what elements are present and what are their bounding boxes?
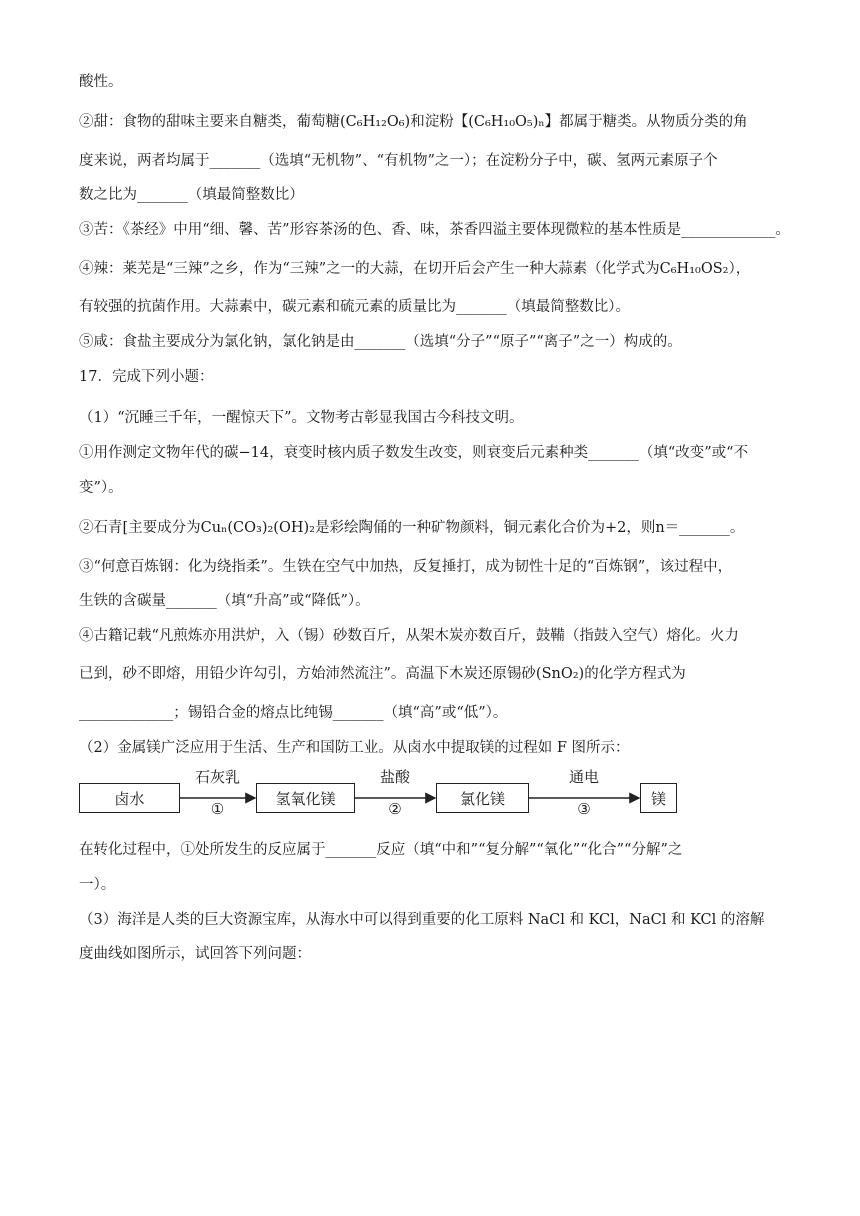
flow-diagram xyxy=(79,768,679,825)
text-line: （2）金属镁广泛应用于生活、生产和国防工业。从卤水中提取镁的过程如 F 图所示： xyxy=(79,740,630,756)
text-line: ④辣：莱芜是“三辣”之乡，作为“三辣”之一的大蒜，在切开后会产生一种大蒜素（化学式为C₆H₁₀OS₂）， xyxy=(79,261,751,277)
text-line: 数之比为_______（填最简整数比） xyxy=(79,187,304,203)
flow-reagent-lime: 石灰乳 xyxy=(194,768,240,786)
question-number: 17．完成下列小题： xyxy=(79,369,214,385)
flow-node-brine: 卤水 xyxy=(79,783,180,813)
flow-node-magnesium-hydroxide: 氢氧化镁 xyxy=(256,783,355,813)
flow-node-magnesium-chloride: 氯化镁 xyxy=(436,783,529,813)
text-line: 度来说，两者均属于_______（选填“无机物”、“有机物”之一）；在淀粉分子中，碳、氢两元素原子个 xyxy=(79,153,718,169)
text-line: （1）“沉睡三千年，一醒惊天下”。文物考古彰显我国古今科技文明。 xyxy=(79,410,524,426)
flow-reagent-hcl: 盐酸 xyxy=(379,768,410,786)
text-line: 酸性。 xyxy=(79,74,123,90)
flow-step-1: ① xyxy=(210,800,225,818)
text-line: 已到，砂不即熔，用铅少许勾引，方始沛然流注”。高温下木炭还原锡砂(SnO₂)的化学方程式为 xyxy=(79,666,686,682)
text-line: 一）。 xyxy=(79,877,116,893)
text-line: 变”）。 xyxy=(79,480,123,496)
text-line: _____________；锡铅合金的熔点比纯锡_______（填“高”或“低”）。 xyxy=(79,705,508,721)
text-line: ②甜：食物的甜味主要来自糖类，葡萄糖(C₆H₁₂O₆)和淀粉【(C₆H₁₀O₅)ₙ】都属于糖类。从物质分类的角 xyxy=(79,114,748,130)
text-line: ③“何意百炼钢：化为绕指柔”。生铁在空气中加热，反复捶打，成为韧性十足的“百炼钢”，该过程中， xyxy=(79,559,733,575)
text-line: ③苦：《茶经》中用“细、馨、苦”形容茶汤的色、香、味，茶香四溢主要体现微粒的基本性质是_____________。 xyxy=(79,222,790,238)
flow-reagent-electrolysis: 通电 xyxy=(568,768,599,786)
flow-step-2: ② xyxy=(388,800,402,818)
text-line: 在转化过程中，①处所发生的反应属于_______反应（填“中和”“复分解”“氧化”“化合”“分解”之 xyxy=(79,842,683,858)
text-line: 有较强的抗菌作用。大蒜素中，碳元素和硫元素的质量比为_______（填最简整数比）。 xyxy=(79,299,630,315)
text-line: ⑤咸：食盐主要成分为氯化钠，氯化钠是由_______（选填“分子”“原子”“离子”之一）构成的。 xyxy=(79,334,682,350)
text-line: 度曲线如图所示，试回答下列问题： xyxy=(79,946,311,962)
flow-node-magnesium: 镁 xyxy=(640,783,677,813)
flow-step-3: ③ xyxy=(577,800,591,818)
text-line: 生铁的含碳量_______（填“升高”或“降低”）。 xyxy=(79,593,370,609)
text-line: ②石青[主要成分为Cuₙ(CO₃)₂(OH)₂是彩绘陶俑的一种矿物颜料，铜元素化合价为+2，则n＝_______。 xyxy=(79,520,745,536)
text-line: ④古籍记载“凡煎炼亦用洪炉，入（锡）砂数百斤，从架木炭亦数百斤，鼓鞴（指鼓入空气）熔化。火力 xyxy=(79,628,739,644)
text-line: ①用作测定文物年代的碳−14，衰变时核内质子数发生改变，则衰变后元素种类_______（填“改变”或“不 xyxy=(79,445,749,461)
text-line: （3）海洋是人类的巨大资源宝库，从海水中可以得到重要的化工原料 NaCl 和 KCl，NaCl 和 KCl 的溶解 xyxy=(79,912,765,928)
